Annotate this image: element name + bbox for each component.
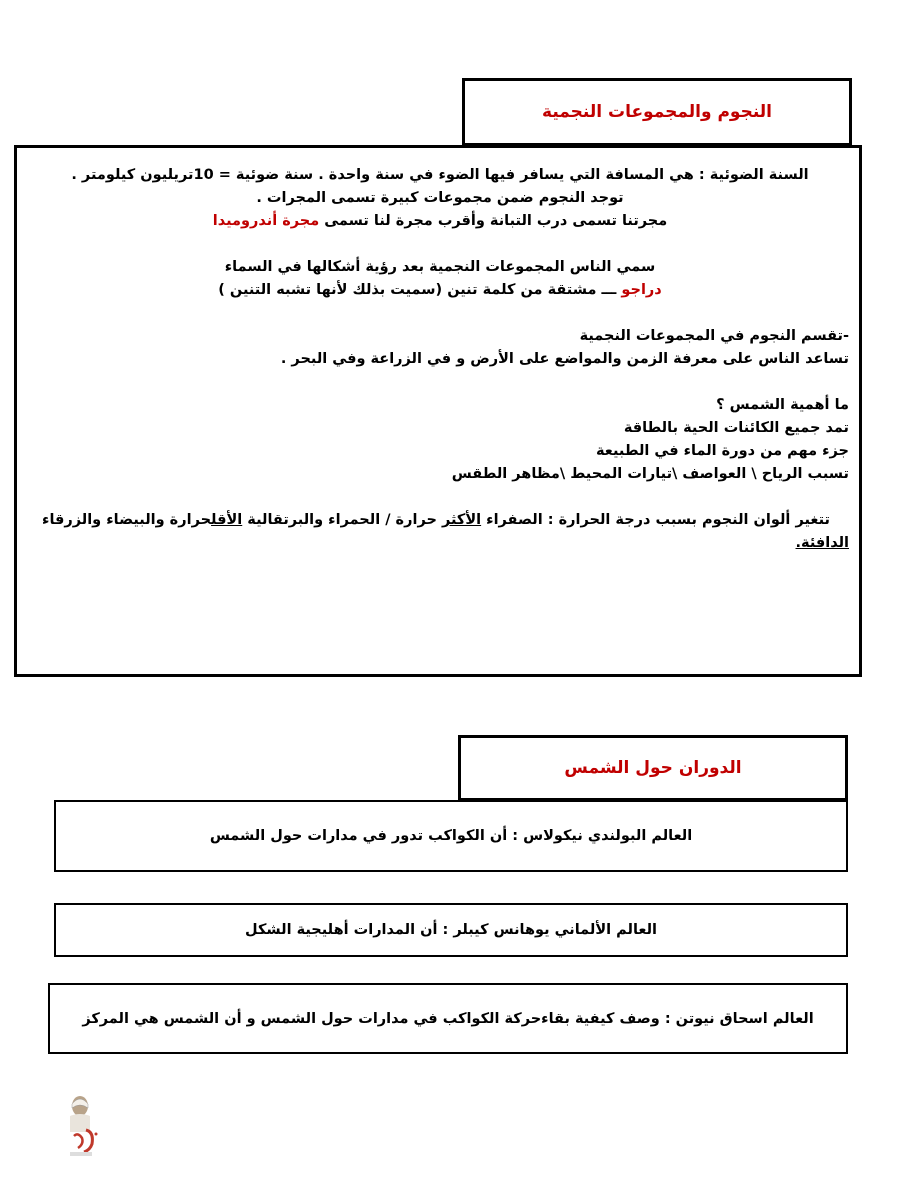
star-colors-paragraph: تتغير ألوان النجوم بسبب درجة الحرارة : الصفراء الأكثر حرارة / الحمراء والبرتقالية الأقلحرارة والبيضاء والزرقاء الدافئة. [42, 512, 849, 551]
sun-importance-item-2: جزء مهم من دورة الماء في الطبيعة [596, 443, 849, 459]
constellations-help-line: تساعد الناس على معرفة الزمن والمواضع على الأرض و في الزراعة وفي البحر . [280, 351, 849, 367]
draco-line: دراجو ـــ مشتقة من كلمة تنين (سميت بذلك لأنها تشبه التنين ) [218, 282, 662, 298]
draco-text: دراجو [621, 282, 662, 298]
sun-importance-heading: ما أهمية الشمس ؟ [716, 397, 849, 413]
section2-title: الدوران حول الشمس [564, 758, 742, 778]
constellations-naming-line: سمي الناس المجموعات النجمية بعد رؤية أشكالها في السماء [224, 259, 656, 275]
newton-text: العالم اسحاق نيوتن : وصف كيفية بقاءحركة الكواكب في مدارات حول الشمس و أن الشمس هي المركز [82, 1010, 814, 1027]
sun-importance-item-3: تسبب الرياح \ العواصف \تيارات المحيط \مظاهر الطقس [451, 466, 849, 482]
newton-box [48, 983, 848, 1054]
milky-way-line: مجرتنا تسمى درب التبانة وأقرب مجرة لنا تسمى مجرة أندروميدا [212, 213, 668, 229]
kepler-box [54, 903, 848, 957]
copernicus-box [54, 800, 848, 872]
section2-title-box [458, 735, 848, 801]
andromeda-text: مجرة أندروميدا [212, 213, 320, 229]
section1-title-box [462, 78, 852, 146]
section1-content-box [14, 145, 862, 677]
section1-title: النجوم والمجموعات النجمية [542, 102, 772, 122]
zayed-logo [60, 1092, 106, 1160]
sun-importance-item-1: تمد جميع الكائنات الحية بالطاقة [623, 420, 849, 436]
constellations-divide-line: -تقسم النجوم في المجموعات النجمية [579, 328, 849, 344]
light-year-definition: السنة الضوئية : هي المسافة التي يسافر فيها الضوء في سنة واحدة . سنة ضوئية = 10تريليون كيلومتر . [71, 167, 809, 183]
copernicus-text: العالم البولندي نيكولاس : أن الكواكب تدور في مدارات حول الشمس [209, 828, 693, 844]
galaxies-line: توجد النجوم ضمن مجموعات كبيرة تسمى المجرات . [256, 190, 624, 206]
kepler-text: العالم الألماني يوهانس كيبلر : أن المدارات أهليجية الشكل [245, 922, 658, 938]
